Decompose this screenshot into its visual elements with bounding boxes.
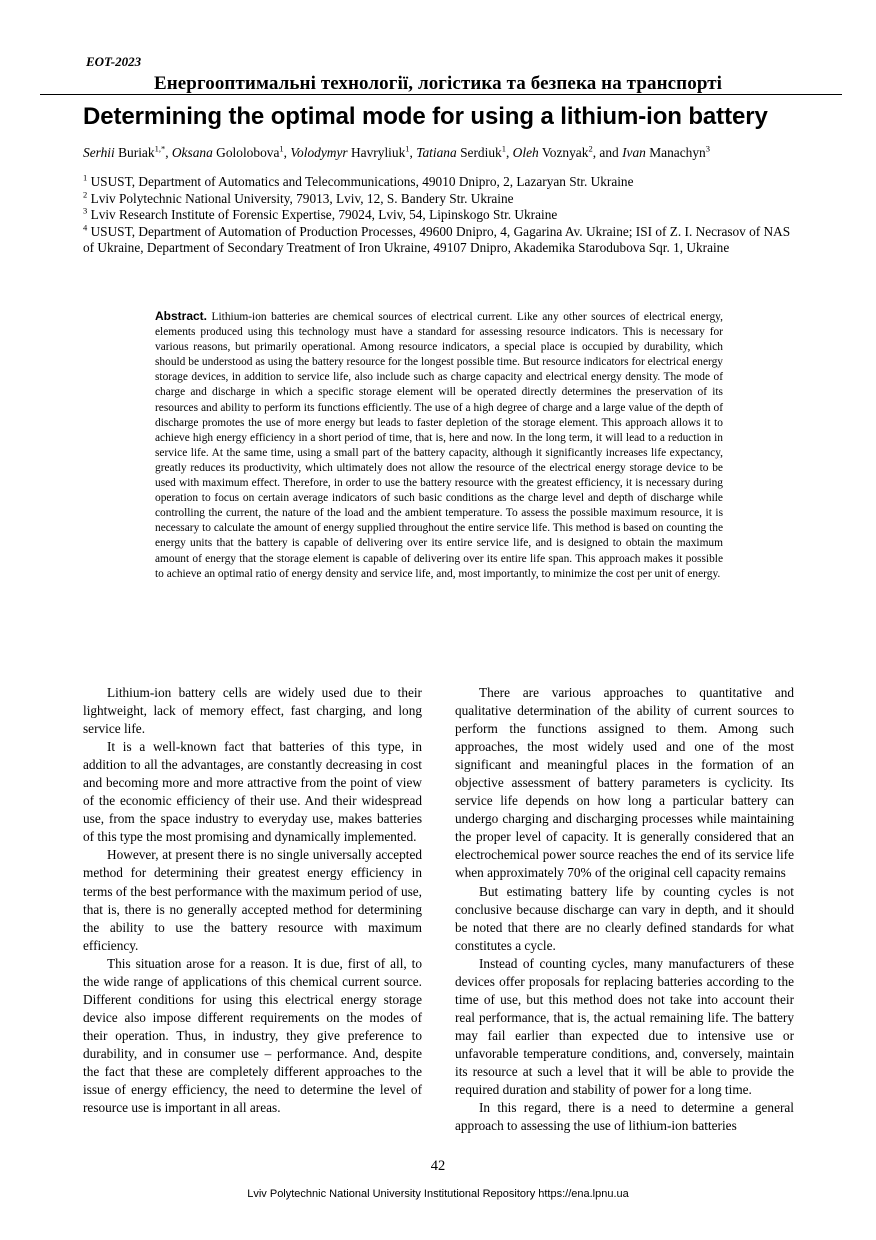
conference-tag: EOT-2023	[86, 54, 142, 69]
author: Volodymyr Havryliuk$^1$	[290, 143, 410, 160]
paragraph: This situation arose for a reason. It is due, first of all, to the wide range of applications of this chemical current source. Different conditions for using this electrical energy storage device also impose different requirements on the modes of their operation. Thus, in industry, they give preference to durability, and in consumer use – performance. And, despite the fact that these are completely different approaches to the issue of energy efficiency, the need to determine the level of resource use is important in all areas.	[83, 955, 422, 1116]
paragraph: Instead of counting cycles, many manufacturers of these devices offer proposals for replacing batteries according to the time of use, but this method does not take into account their real performance, that is, the actual remaining life. The battery may fail earlier than expected due to intensive use or unfavorable temperature conditions, and, conversely, maintain its resource at such a level that it will be able to provide the required duration and stability of power for a long time.	[455, 955, 794, 1098]
author: Tatiana Serdiuk$^1$	[416, 143, 506, 160]
paragraph: But estimating battery life by counting cycles is not conclusive because discharge can vary in depth, and it should be noted that there are no clearly defined standards for what constitutes a cycle.	[455, 883, 794, 953]
affiliation: $^2$ Lviv Polytechnic National University, 79013, Lviv, 12, S. Bandery Str. Ukraine	[83, 189, 514, 206]
paragraph: It is a well-known fact that batteries of this type, in addition to all the advantages, are constantly decreasing in cost and becoming more and more attractive from the point of view of the economic efficiency of their use. And their widespread use, from the space industry to everyday use, makes batteries of this type the most promising and dynamically implemented.	[83, 739, 422, 845]
journal-title: Енергооптимальні технології, логістика та безпека на транспорті	[153, 73, 723, 94]
page-number: 42	[430, 1158, 446, 1174]
paper-title: Determining the optimal mode for using a lithium-ion battery	[83, 103, 768, 130]
paragraph: However, at present there is no single universally accepted method for determining their greatest energy efficiency in terms of the best performance with the maximum period of use, that is, there is no generally accepted method for determining the ability to use the battery resource with maximum efficiency.	[83, 847, 422, 953]
paragraph: Lithium-ion battery cells are widely used due to their lightweight, lack of memory effect, fast charging, and long service life.	[83, 685, 422, 737]
abstract-label: Abstract.	[155, 309, 208, 323]
body-column-left	[83, 684, 422, 1117]
affiliation: $^3$ Lviv Research Institute of Forensic Expertise, 79024, Lviv, 54, Lipinskogo Str. Ukraine	[83, 205, 558, 223]
body-column-right	[455, 684, 794, 1135]
author-list: Serhii Buriak$^{1,*}$, Oksana Gololobova$^1$, Volodymyr Havryliuk$^1$, Tatiana Serdiuk$^1$, Oleh Voznyak$^2$, and Ivan Manachyn$^3$	[83, 143, 711, 160]
abstract-text: Lithium-ion batteries are chemical sources of electrical current. Like any other sources of electrical energy, elements produced using this technology must have a standard for assessing resource indicators. This is necessary for various reasons, but primarily operational. Among resource indicators, a special place is occupied by durability, which should be understood as using the battery resource for the longest possible time. But resource indicators for electrical energy storage devices, in addition to service life, also include such as charge capacity and electrical energy density. The mode of charge and discharge in which a specific storage element will be operated directly determines the preservation of its resources and ability to perform its functions efficiently. The use of a high degree of charge and a large value of the depth of discharge promotes the use of more energy but leads to faster depletion of the storage element. This approach allows it to achieve high energy efficiency in a short period of time, that is, here and now. In the long term, it will lead to a reduction in service life. At the same time, using a small part of the battery capacity, although it significantly increases life expectancy, greatly reduces its productivity, which ultimately does not allow the resource of the electrical energy storage device to be used with maximum effect. Therefore, in order to use the battery resource with the greatest efficiency, it is necessary during operation to focus on certain average indicators of such basic conditions as the charge level and depth of discharge while controlling the current, the nature of the load and the ambient temperature. To assess the possible maximum resource, it is necessary to calculate the amount of energy supplied throughout the entire service life. This method is based on counting the energy units that the battery is capable of delivering over its entire service life, and is designed to obtain the maximum amount of energy that the storage element is capable of delivering over its entire life span. This approach makes it possible to achieve an optimal ratio of energy density and service life, and, most importantly, to minimize the cost per unit of energy.	[155, 311, 723, 580]
author: Serhii Buriak$^{1,*}$	[83, 143, 166, 160]
affiliation: $^4$ USUST, Department of Automation of Production Processes, 49600 Dnipro, 4, Gagarina Av. Ukraine; ISI of Z. I. Necrasov of NAS of Ukraine, Department of Secondary Treatment of Iron Ukraine, 49107 Dnipro, Akademika Starodubova Sqr. 1, Ukraine	[83, 222, 791, 256]
affiliation-list	[83, 174, 803, 257]
affiliation: $^1$ USUST, Department of Automatics and Telecommunications, 49010 Dnipro, 2, Lazaryan Str. Ukraine	[83, 172, 634, 189]
repository-footer: Lviv Polytechnic National University Institutional Repository https://ena.lpnu.ua	[247, 1188, 629, 1200]
author: Oleh Voznyak$^2$	[512, 143, 593, 160]
paragraph: There are various approaches to quantitative and qualitative determination of the ability of current sources to perform the functions assigned to them. Among such approaches, the most widely used and one of the most significant and meaningful places in the formation of an objective assessment of battery parameters is cyclicity. Its service life depends on how long a particular battery can undergo charging and discharging processes while maintaining the proper level of capacity. It is generally considered that an electrochemical power source reaches the end of its service life when approximately 70% of the original cell capacity remains	[455, 685, 794, 881]
header-rule	[40, 94, 842, 95]
author: Ivan Manachyn$^3$	[622, 143, 711, 160]
paragraph: In this regard, there is a need to determine a general approach to assessing the use of lithium-ion batteries	[455, 1100, 794, 1134]
author: Oksana Gololobova$^1$	[171, 143, 284, 160]
abstract	[155, 309, 723, 582]
